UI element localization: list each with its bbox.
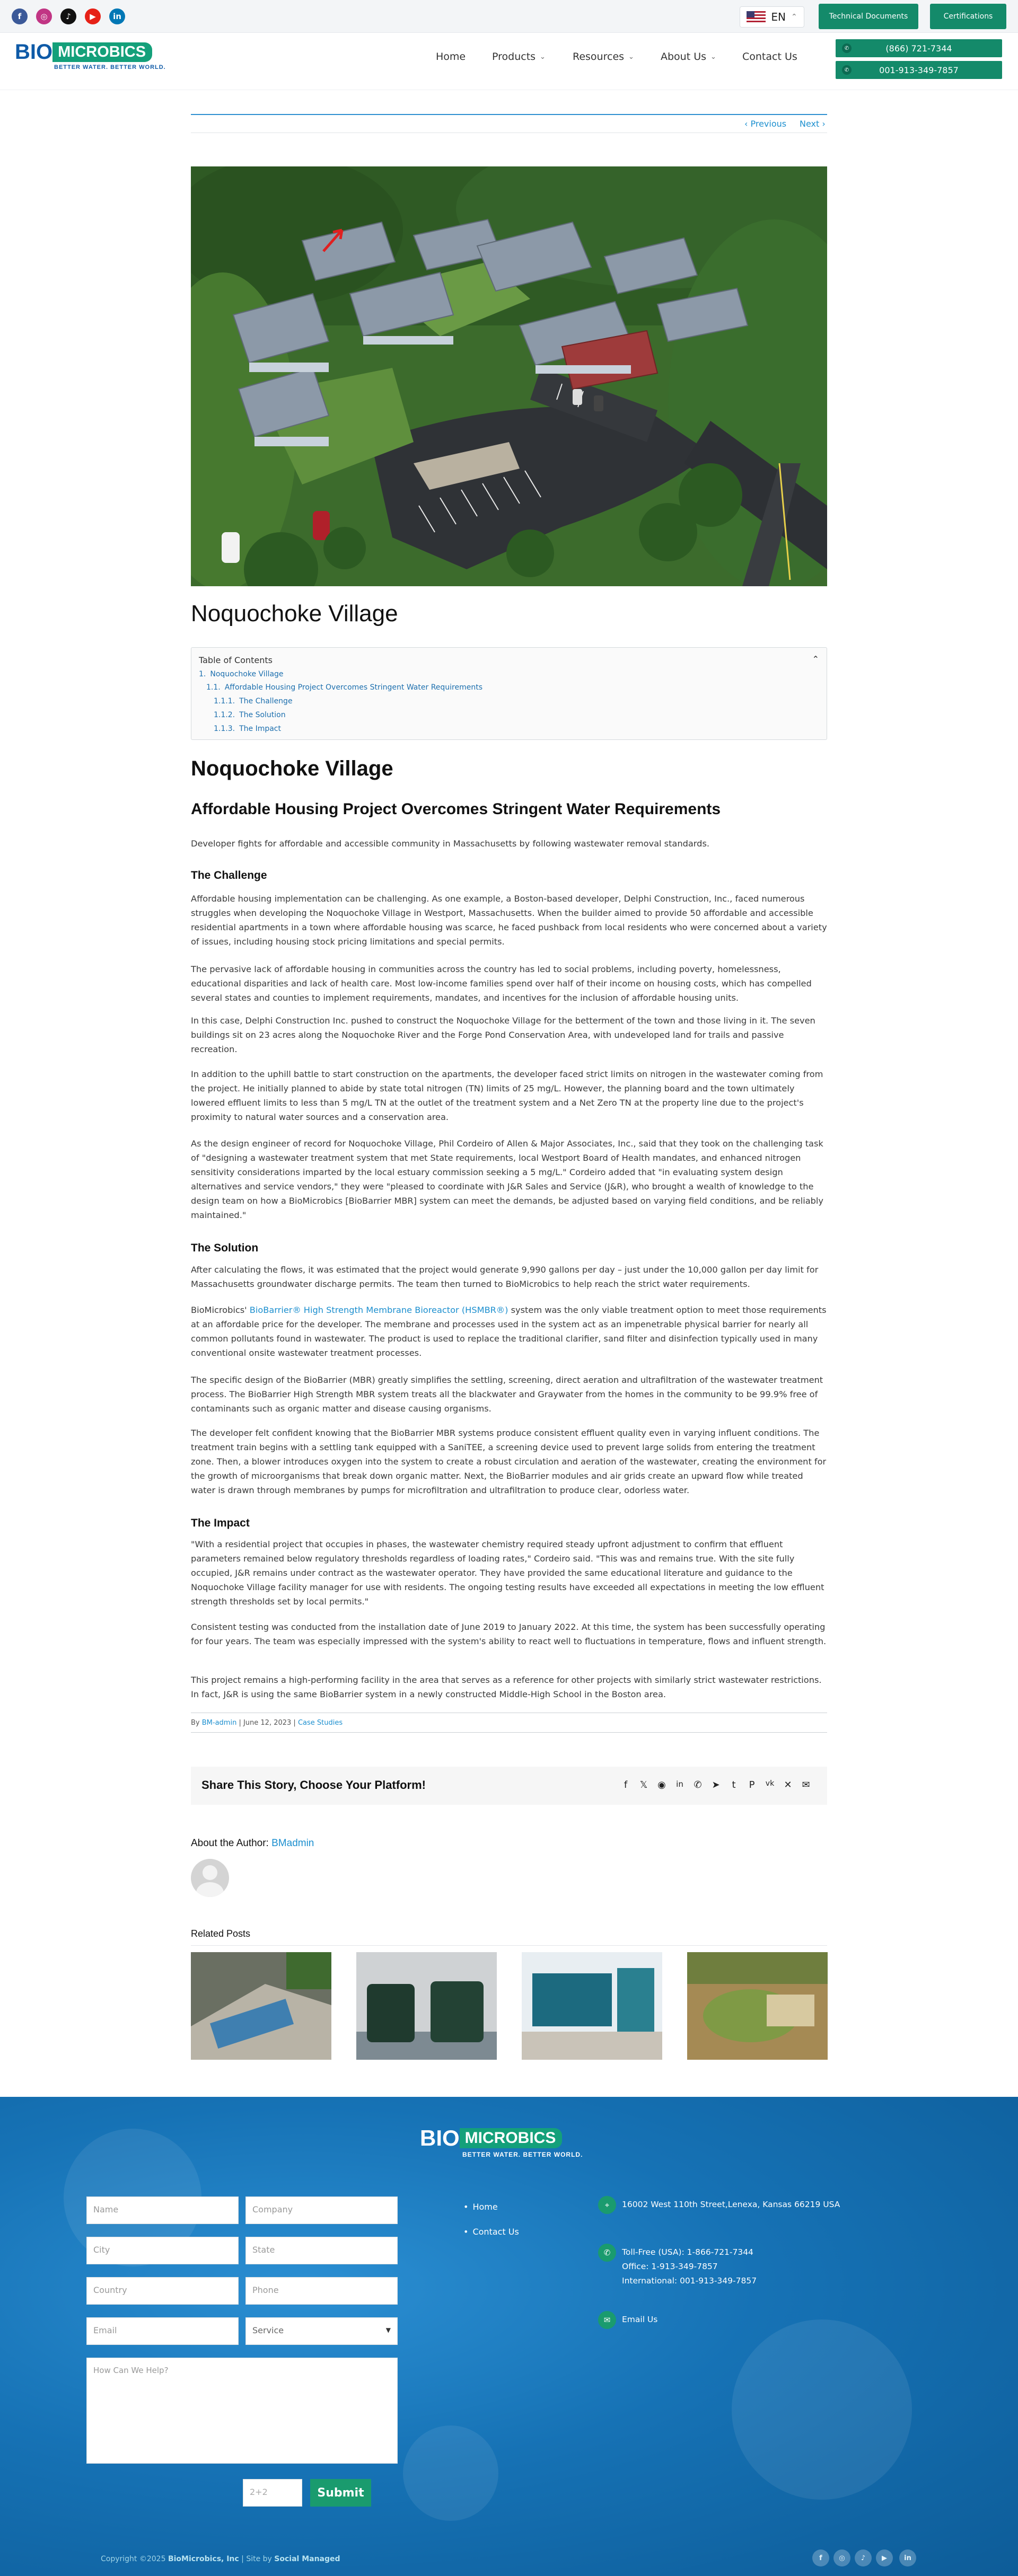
tiktok-icon[interactable]: ♪	[855, 2549, 872, 2566]
challenge-paragraph-3: In this case, Delphi Construction Inc. pushed to construct the Noquochoke Village for the betterment of the town and those living in it. The seven buildings sit on 23 acres along the Noquochoke River and the Forge Pond Conservation Area, with undeveloped land for trails and passive recreation.	[191, 1016, 815, 1054]
phone-icon: ✆	[842, 65, 852, 75]
impact-paragraph-1: "With a residential project that occupies in phases, the wastewater chemistry required steady upfront adjustment to confirm that effluent parameters remained below regulatory thresholds regardless of loading rates," Cordeiro said. "This was and remains true. With the site fully occupied, J&R remains under contract as the wastewater operator. They have provided the same educational literature and guidance to the Noquochoke Village facility manager for use with residents. The ongoing testing results have exceeded all expectations in meeting the low effluent strength thresholds set by local permits."	[191, 1539, 824, 1607]
page-title: Noquochoke Village	[191, 601, 398, 627]
footer-logo[interactable]	[420, 2125, 583, 2158]
linkedin-share-icon[interactable]: in	[676, 1779, 683, 1789]
technical-documents-button[interactable]: Technical Documents	[819, 4, 918, 29]
divider	[191, 1945, 827, 1946]
biobarrier-hsmbr-link[interactable]: BioBarrier® High Strength Membrane Bioreactor (HSMBR®)	[249, 1305, 508, 1315]
instagram-icon[interactable]: ◎	[36, 8, 52, 24]
nav-home[interactable]	[436, 51, 466, 63]
phone-icon: ✆	[598, 2244, 616, 2262]
toc-num: 1.1.2.	[214, 711, 235, 719]
related-posts-heading: Related Posts	[191, 1928, 251, 1939]
share-title: Share This Story, Choose Your Platform!	[201, 1778, 426, 1792]
chevron-down-icon: ▼	[385, 2326, 391, 2334]
divider	[191, 1732, 827, 1733]
author-prefix: About the Author:	[191, 1838, 272, 1849]
logo-microbics: MICROBICS	[460, 2128, 563, 2148]
toc-label: The Impact	[239, 725, 281, 733]
nav-products-label: Products	[492, 51, 536, 63]
meta-by: By	[191, 1719, 202, 1727]
reddit-share-icon[interactable]: ◉	[657, 1779, 666, 1790]
article-heading: Noquochoke Village	[191, 757, 393, 780]
toc-item[interactable]	[214, 711, 286, 719]
us-flag-icon	[747, 11, 766, 23]
chevron-down-icon: ⌄	[710, 52, 716, 61]
youtube-icon[interactable]: ▶	[85, 8, 101, 24]
vk-share-icon[interactable]: vk	[765, 1779, 775, 1788]
toc-item[interactable]	[214, 725, 281, 733]
logo-tagline: BETTER WATER. BETTER WORLD.	[54, 64, 166, 70]
facebook-share-icon[interactable]: f	[624, 1779, 628, 1790]
footer-link-contact[interactable]: • Contact Us	[463, 2227, 519, 2237]
toc-label: Noquochoke Village	[210, 670, 284, 678]
related-post-card[interactable]	[522, 1952, 662, 2060]
article-subheading: Affordable Housing Project Overcomes Stringent Water Requirements	[191, 800, 721, 818]
related-post-card[interactable]	[191, 1952, 331, 2060]
nav-resources-label: Resources	[573, 51, 625, 63]
copyright-brand: BioMicrobics, Inc	[168, 2555, 239, 2563]
related-post-card[interactable]	[356, 1952, 497, 2060]
logo-bio: BIO	[420, 2125, 460, 2150]
challenge-paragraph-5: As the design engineer of record for Noquochoke Village, Phil Cordeiro of Allen & Major Associates, Inc., said that they took on the challenging task of "designing a wastewater treatment system that met State requirements, local Westport Board of Health mandates, and enhanced nitrogen sensitivity considerations imparted by the local estuary commission seeking a 5 mg/L." Cordeiro added that "in evaluating system design alternatives and service vendors," they were "pleased to coordinate with J&R Sales and Service (J&R), who brought a wealth of knowledge to the design team on how a BioMicrobics [BioBarrier MBR] system can meet the demands, be adjusted based on varying field conditions, and be reliably maintained."	[191, 1139, 823, 1220]
intl-phone-label: 001-913-349-7857	[879, 65, 959, 75]
intl-phone-button[interactable]	[836, 61, 1002, 79]
agency-link[interactable]: Social Managed	[274, 2555, 340, 2563]
nav-about[interactable]	[661, 51, 716, 63]
toc-label: The Solution	[239, 711, 286, 719]
toc-label: Affordable Housing Project Overcomes Stringent Water Requirements	[224, 683, 483, 692]
submit-button[interactable]: Submit	[310, 2479, 371, 2507]
name-field[interactable]: Name	[86, 2196, 239, 2224]
decorative-bubble	[732, 2319, 912, 2500]
email-icon: ✉	[598, 2311, 616, 2329]
chevron-down-icon: ⌃	[791, 13, 797, 21]
related-post-image	[191, 1952, 331, 2060]
copyright	[101, 2555, 340, 2563]
instagram-icon[interactable]: ◎	[833, 2549, 850, 2566]
copyright-text: Copyright ©2025	[101, 2555, 168, 2563]
language-label: EN	[771, 11, 786, 23]
intro-paragraph: Developer fights for affordable and accessible community in Massachusetts by following wastewater removal standards.	[191, 839, 710, 849]
country-field[interactable]: Country	[86, 2277, 239, 2305]
meta-author-link[interactable]: BM-admin	[201, 1719, 237, 1727]
footer-international[interactable]: International: 001-913-349-7857	[622, 2276, 757, 2286]
logo-microbics: MICROBICS	[52, 42, 152, 62]
linkedin-icon[interactable]: in	[899, 2549, 916, 2566]
toc-label: The Challenge	[239, 697, 293, 705]
logo-tagline: BETTER WATER. BETTER WORLD.	[462, 2151, 583, 2158]
nav-resources[interactable]	[573, 51, 634, 63]
chevron-down-icon: ⌄	[628, 52, 634, 61]
decorative-bubble	[403, 2425, 498, 2521]
related-post-card[interactable]	[687, 1952, 828, 2060]
table-of-contents	[191, 647, 827, 740]
toc-heading: Table of Contents	[199, 655, 273, 665]
related-post-image	[687, 1952, 828, 2060]
aerial-village-illustration	[191, 166, 827, 586]
toc-num: 1.1.1.	[214, 697, 235, 705]
chevron-down-icon: ⌄	[540, 52, 546, 61]
solution-heading: The Solution	[191, 1242, 259, 1254]
captcha-field[interactable]: 2+2	[243, 2479, 302, 2507]
nav-contact-label: Contact Us	[742, 51, 797, 63]
featured-image	[191, 166, 827, 586]
meta-date: | June 12, 2023 |	[236, 1719, 298, 1727]
toc-toggle-icon[interactable]: ⌃	[812, 654, 819, 664]
share-box	[191, 1767, 827, 1805]
footer-link-home[interactable]: • Home	[463, 2202, 498, 2212]
tumblr-share-icon[interactable]: t	[732, 1779, 736, 1790]
email-share-icon[interactable]: ✉	[802, 1779, 810, 1790]
nav-home-label: Home	[436, 51, 466, 63]
challenge-paragraph-2: The pervasive lack of affordable housing in communities across the country has led to social problems, including poverty, homelessness, educational disparities and lack of health care. Most low-income families spend over half of their income on housing costs, which has compelled several states and counties to implement requirements, mandates, and incentives for the inclusion of affordable housing units.	[191, 964, 812, 1003]
telegram-share-icon[interactable]: ➤	[712, 1779, 720, 1790]
footer-address: 16002 West 110th Street,Lenexa, Kansas 66219 USA	[622, 2200, 840, 2209]
site-logo[interactable]	[15, 40, 166, 70]
service-select[interactable]	[245, 2317, 398, 2345]
certifications-button[interactable]: Certifications	[930, 4, 1006, 29]
tollfree-phone-label: (866) 721-7344	[885, 43, 952, 54]
toc-item[interactable]	[214, 697, 293, 705]
pinterest-share-icon[interactable]: P	[749, 1779, 755, 1790]
toc-num: 1.	[199, 670, 206, 678]
whatsapp-share-icon[interactable]: ✆	[694, 1779, 702, 1790]
solution-paragraph-3: The specific design of the BioBarrier (MBR) greatly simplifies the settling, screening, direct aeration and ultrafiltration of the wastewater treatment process. The BioBarrier High Strength MBR system treats all the blackwater and Graywater from the homes in the community to be 99.9% free of contaminants such as organic matter and disease causing organisms.	[191, 1375, 823, 1414]
impact-paragraph-2: Consistent testing was conducted from the installation date of June 2019 to January 2022. At this time, the system has been successfully operating for four years. The team was especially impressed with the system's ability to react well to fluctuations in temperature, flows and influent strength.	[191, 1622, 827, 1646]
xing-share-icon[interactable]: ✕	[784, 1779, 792, 1790]
solution-paragraph-1: After calculating the flows, it was estimated that the project would generate 9,990 gallons per day – just under the 10,000 gallon per day limit for Massachusetts groundwater discharge permits. The team then turned to BioMicrobics to help reach the strict water requirements.	[191, 1265, 819, 1289]
facebook-icon[interactable]: f	[12, 8, 28, 24]
next-post-link[interactable]: Next ›	[800, 119, 826, 129]
toc-num: 1.1.	[206, 683, 221, 692]
post-navigation	[191, 114, 827, 132]
impact-paragraph-3: This project remains a high-performing facility in the area that serves as a reference for other projects with similarly strict wastewater restrictions. In fact, J&R is using the same BioBarrier system in a newly constructed Middle-High School in the Boston area.	[191, 1675, 822, 1699]
youtube-icon[interactable]: ▶	[876, 2549, 893, 2566]
author-link[interactable]: BMadmin	[271, 1838, 314, 1849]
nav-products[interactable]	[492, 51, 546, 63]
x-share-icon[interactable]: 𝕏	[639, 1779, 648, 1790]
copyright-text: | Site by	[239, 2555, 275, 2563]
avatar	[191, 1859, 229, 1897]
footer-office[interactable]: Office: 1-913-349-7857	[622, 2262, 718, 2271]
challenge-paragraph-1: Affordable housing implementation can be challenging. As one example, a Boston-based developer, Delphi Construction, Inc., faced numerous struggles when developing the Noquochoke Village in Westport, Massachusetts. When the builder aimed to provide 50 affordable and accessible residential apartments in a town where affordable housing was scarce, he faced pushback from local residents who were concerned about a variety of issues, including housing stock pricing limitations and special permits.	[191, 894, 827, 947]
solution-paragraph-2	[191, 1303, 827, 1360]
nav-about-label: About Us	[661, 51, 707, 63]
meta-category-link[interactable]: Case Studies	[297, 1719, 343, 1727]
impact-heading: The Impact	[191, 1517, 250, 1529]
language-switcher[interactable]	[740, 6, 804, 28]
toc-item[interactable]	[206, 683, 482, 692]
phone-field[interactable]: Phone	[245, 2277, 398, 2305]
about-author-heading	[191, 1838, 314, 1849]
footer-tollfree[interactable]: Toll-Free (USA): 1-866-721-7344	[622, 2247, 753, 2257]
company-field[interactable]: Company	[245, 2196, 398, 2224]
post-meta	[191, 1719, 343, 1727]
related-post-image	[522, 1952, 662, 2060]
challenge-heading: The Challenge	[191, 869, 267, 881]
nav-contact[interactable]	[742, 51, 797, 63]
phone-icon: ✆	[842, 43, 852, 53]
linkedin-icon[interactable]: in	[109, 8, 125, 24]
solution-text: BioMicrobics'	[191, 1305, 250, 1315]
solution-paragraph-4: The developer felt confident knowing that the BioBarrier MBR systems produce consistent effluent quality even in varying influent conditions. The treatment train begins with a settling tank equipped with a SaniTEE, a screening device used to prevent large solids from entering the treatment zone. Then, a blower introduces oxygen into the system to create a robust circulation and aeration of the wastewater, creating the environment for the growth of microorganisms that break down organic matter. Next, the BioBarrier modules and air grids create an upward flow while treated water is drawn through membranes by pumps for microfiltration and ultrafiltration to produce clear, odorless water.	[191, 1428, 827, 1495]
city-field[interactable]: City	[86, 2237, 239, 2264]
toc-item[interactable]	[199, 670, 284, 678]
previous-post-link[interactable]: ‹ Previous	[744, 119, 787, 129]
related-post-image	[356, 1952, 497, 2060]
state-field[interactable]: State	[245, 2237, 398, 2264]
top-bar	[0, 0, 1018, 33]
service-select-value: Service	[252, 2325, 284, 2335]
location-icon: ⌖	[598, 2196, 616, 2214]
message-textarea[interactable]: How Can We Help?	[86, 2358, 398, 2464]
tollfree-phone-button[interactable]	[836, 39, 1002, 57]
email-field[interactable]: Email	[86, 2317, 239, 2345]
tiktok-icon[interactable]: ♪	[60, 8, 76, 24]
logo-bio: BIO	[15, 40, 53, 64]
solution-text: system was the only viable treatment option to meet those requirements at an affordable price for the developer. The membrane and processes used in the system act as an impenetrable physical barrier for nearly all common pollutants found in wastewater. The product is used to replace the traditional clarifier, sand filter and disinfection typically used in many conventional onsite wastewater treatment processes.	[191, 1305, 827, 1358]
facebook-icon[interactable]: f	[812, 2549, 829, 2566]
toc-num: 1.1.3.	[214, 725, 235, 733]
challenge-paragraph-4: In addition to the uphill battle to start construction on the apartments, the developer faced strict limits on nitrogen in the wastewater coming from the project. He initially planned to abide by state total nitrogen (TN) limits of 25 mg/L. However, the planning board and the town ultimately lowered effluent limits to less than 5 mg/L TN at the outlet of the treatment system and a Net Zero TN at the property line due to the project's proximity to natural water sources and a conservation area.	[191, 1069, 823, 1122]
footer-email-link[interactable]: Email Us	[622, 2315, 658, 2324]
